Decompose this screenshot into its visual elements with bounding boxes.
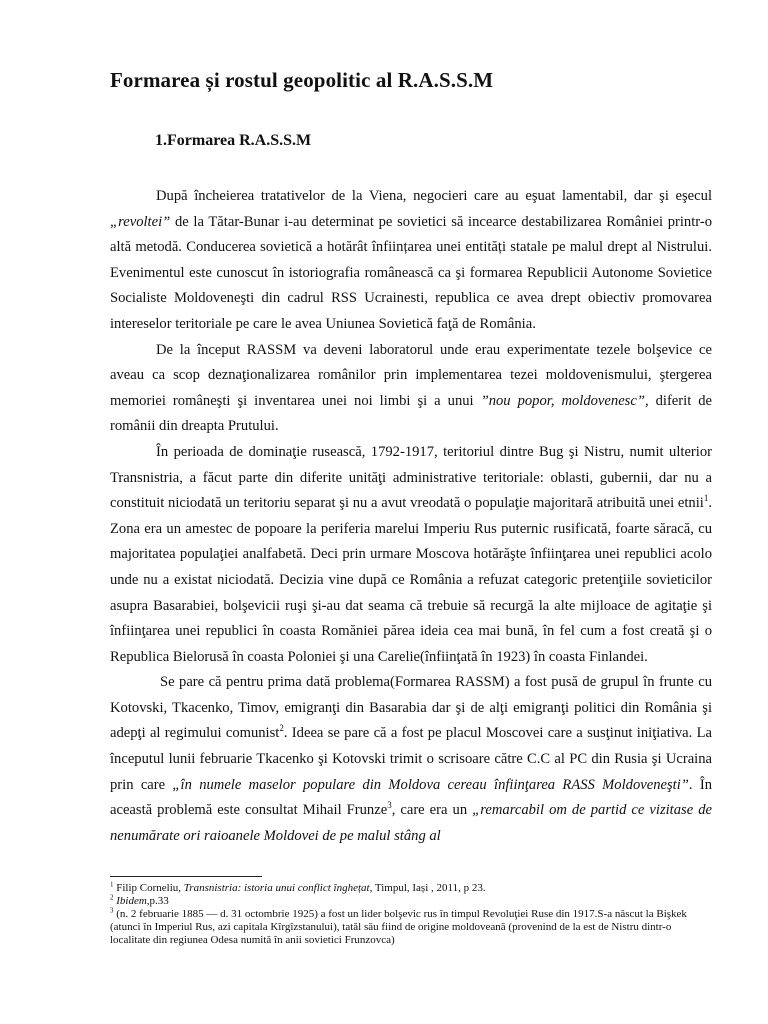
paragraph-4: Se pare că pentru prima dată problema(Formarea RASSM) a fost pusă de grupul în frunte cu Kotovski, Tkacenko, Timov, emigranţi din Basarabia dar şi de alţi emigranţi politici din România şi adepţi al regimului comunist$^2$. Ideea se pare că a fost pe placul Moscovei care a susţinut iniţiativa. La începutul lunii februarie Tkacenko şi Kotovski trimit o scrisoare către C.C al PC din Rusia şi Ucraina prin care „în numele maselor populare din Moldova cereau înfiinţarea RASS Moldoveneşti”. În această problemă este consultat Mihail Frunze$^3$, care era un „remarcabil om de partid ce vizitase de nenumărate ori raioanele Moldovei de pe malul stâng al <box>110 674 713 844</box>
paragraph-3: În perioada de dominaţie rusească, 1792-1917, teritoriul dintre Bug şi Nistru, numit ulterior Transnistria, a făcut parte din diferite unităţi administrative teritoriale: oblasti, gubernii, dar nu a constituit niciodată un teritoriu separat şi nu a avut vreodată o populaţie majoritară atribuită unei etnii$^1$. Zona era un amestec de popoare la periferia marelui Imperiu Rus puternic rusificată, foarte săracă, cu majoritatea populaţiei analfabetă. Deci prin urmare Moscova hotărăşte înfiinţarea unei republici acolo unde nu a existat niciodată. Decizia vine după ce România a refuzat categoric pretenţiile sovieticilor asupra Basarabiei, bolşevicii ruşi şi-au dat seama că trebuie să recurgă la alte mijloace de agitaţie şi înfiinţarea unei republici în coasta Romăniei părea ideia cea mai bună, în fel cum a fost creată şi o Republica Bielorusă în coasta Poloniei şi una Carelie(înfiinţată în 1923) în coasta Finlandei. <box>110 443 712 665</box>
footnote-separator <box>110 876 262 877</box>
footnote-3: $^3$ (n. 2 februarie 1885 — d. 31 octombrie 1925) a fost un lider bolşevic rus în timpul Revoluţiei Ruse din 1917.S-a născut la Bişkek (atunci în Imperiul Rus, azi capitala Kîrgîzstanului), tatăl său fiind de origine moldoveană (provenind de la est de Nistru dintr-o localitate din regiunea Odesa numită în anii sovietici Frunzovca) <box>110 906 687 946</box>
body-text <box>110 184 712 849</box>
quote-numele-maselor: „în numele maselor populare din Moldova cereau înfiinţarea RASS Moldoveneşti” <box>172 776 689 793</box>
footnote-ref-3: 3 <box>387 800 392 811</box>
footnotes <box>110 882 714 947</box>
footnote-1: $^1$ Filip Corneliu, Transnistria: istoria unui conflict înghețat, Timpul, Iași , 2011, p 23. <box>110 880 486 894</box>
paragraph-1: După încheierea tratativelor de la Viena, negocieri care au eşuat lamentabil, dar şi eşecul „revoltei” de la Tătar-Bunar i-au determinat pe sovietici să incearce destabilizarea României printr-o altă metodă. Conducerea sovietică a hotărât înființarea unei entități statale pe malul drept al Nistrului. Evenimentul este cunoscut în istoriografia românească ca şi formarea Republicii Autonome Sovietice Socialiste Moldoveneşti din cadrul RSS Ucrainesti, republica ce avea drept obiectiv promovarea intereselor teritoriale pe care le avea Uniunea Sovietică faţă de România. <box>110 188 712 332</box>
paragraph-2: De la început RASSM va deveni laboratorul unde erau experimentate tezele bolşevice ce aveau ca scop deznaţionalizarea românilor prin implementarea tezei moldovenismului, ştergerea memoriei româneşti şi inventarea unei noi limbi şi a unui ”nou popor, moldovenesc”, diferit de românii din dreapta Prutului. <box>110 341 713 435</box>
footnote-2: $^2$ Ibidem,p.33 <box>110 893 169 907</box>
quote-remarcabil: „remarcabil om de partid ce vizitase de nenumărate ori raioanele Moldovei de pe malul stâng al <box>110 802 712 844</box>
quote-nou-popor: ”nou popor, moldovenesc” <box>480 392 645 409</box>
footnote-ref-2: 2 <box>279 723 284 734</box>
document-title: Formarea și rostul geopolitic al R.A.S.S.M <box>110 68 494 92</box>
quote-revoltei: „revoltei” <box>110 213 171 230</box>
footnote-ref-1: 1 <box>703 493 709 504</box>
section-heading: 1.Formarea R.A.S.S.M <box>155 132 312 149</box>
